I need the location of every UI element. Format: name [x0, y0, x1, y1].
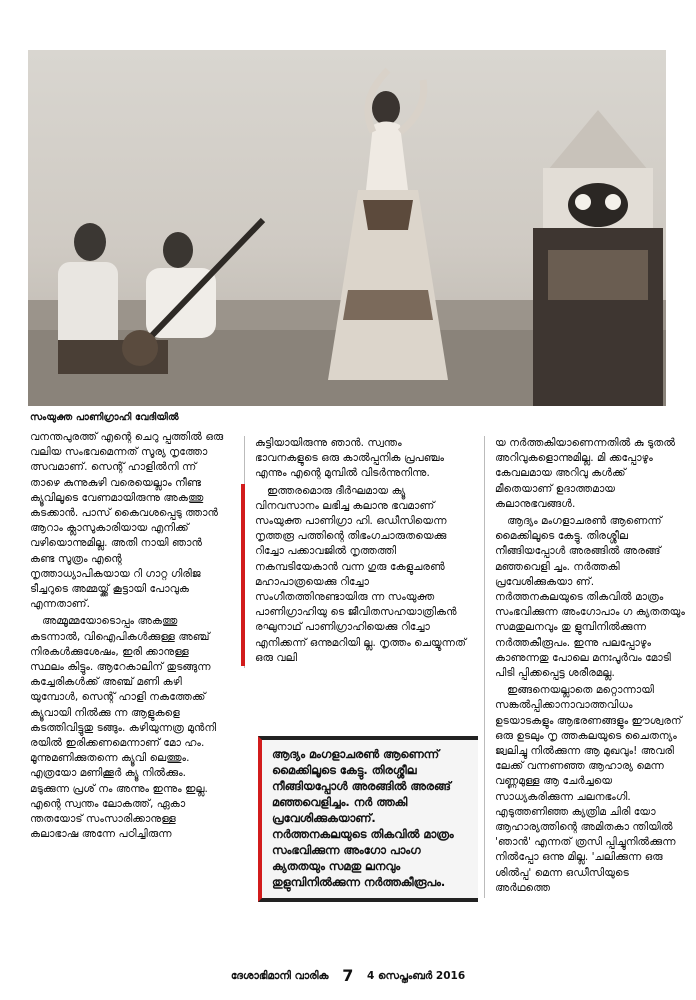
performance-photo	[28, 50, 666, 406]
dancer-figure	[328, 70, 448, 380]
paragraph: അമ്മൂമ്മയോടൊപ്പം അകത്തു കടന്നാൽ, വിഐപികൾക്കുള്ള അഞ്ച് നിരകൾക്കുശേഷം, ഇരി ക്കാനുള്ള സ്ഥലം കിട്ടും. ആറേകാലിന് തുടങ്ങുന്ന കച്ചേരികൾക്ക് അഞ്ച് മണി കഴി യുമ്പോൾ, സെന്റ് ഹാളി നകത്തേക്ക് ക്യൂവായി നിൽക്കു ന്ന ആളുകളെ കടത്തിവിട്ടുതു ടങ്ങും. കഴിയുന്നത്ര മുൻനി രയിൽ ഇരിക്കണമെന്നാണ് മോ ഹം. മൂന്നുമണിക്കുതന്നെ ക്യൂവി ലെത്തും. എത്രയോ മണിക്കൂർ ക്യൂ നിൽക്കും. മടുക്കുന്ന പ്രശ് നം അന്നും ഇന്നും ഇല്ല. എന്റെ സ്വന്തം ലോകത്ത്, ഏകാ ന്തതയോട് സംസാരിക്കാനുള്ള കലാഭാഷ അന്നേ പഠിച്ചിരുന്ന	[30, 615, 217, 841]
paragraph: ഇത്തരമൊരു ദീർഘമായ ക്യൂ വിനവസാനം ലഭിച്ച കലാനു ഭവമാണ് സംയുക്ത പാണിഗ്രാ ഹി. ഒഡീസിയെന്ന നൃത്തരൂ പത്തിന്റെ തിഭംഗചാരുതയെക്കു റിച്ചോ പക്കാവജിൽ നൃത്തത്തി നകമ്പടിയേകാൻ വന്ന ഗുരു കേളുചരൺ മഹാപാത്രയെക്കു റിച്ചോ സംഗീതത്തിനുണ്ടായിരു ന്ന സംയുക്ത പാണിഗ്രാഹിയു ടെ ജീവിതസഹയാത്രികൻ രഘുനാഥ് പാണിഗ്രാഹിയെക്കു റിച്ചോ എനിക്കന്ന് ഒന്നുമറിയി ല്ല. നൃത്തം ചെയ്യുന്നത് ഒരു വലി	[241, 484, 467, 666]
paragraph: കുട്ടിയായിരുന്നു ഞാൻ. സ്വന്തം ഭാവനകളുടെ ഒരു കാൽപ്പനിക പ്രപഞ്ചം എന്നും എന്റെ മുമ്പിൽ വിടർന്നുനിന്നു.	[255, 437, 445, 480]
publication-name: ദേശാഭിമാനി വാരിക	[230, 970, 329, 982]
paragraph: യ നർത്തകിയാണെന്നതിൽ കു ടുതൽ അറിവുകളൊന്നുമില്ല. മി ക്കപ്പോഴും കേവലമായ അറിവു കൾക്ക് മീതെയാണ് ഉദാത്തമായ കലാനുഭവങ്ങൾ.	[495, 437, 676, 510]
pull-quote: ആദ്യം മംഗളാചരൺ ആണെന്ന് മൈക്കിലൂടെ കേട്ടു. തിരശ്ശീല നീങ്ങിയപ്പോൾ അരങ്ങിൽ അരങ്ങ് മഞ്ഞവെളിച്ചം. നർ ത്തകി പ്രവേശിക്കുകയാണ്. നർത്തനകലയുടെ തികവിൽ മാത്രം സംഭവിക്കുന്ന അംഗോ പാംഗ ക്യതതയും സമതു ലനവും തുളുമ്പിനിൽക്കുന്ന നർത്തകീരൂപം.	[258, 736, 478, 902]
photo-illustration	[28, 50, 666, 406]
paragraph: ഇങ്ങനെയല്ലാതെ മറ്റൊന്നായി സങ്കൽപ്പിക്കാനാവാത്തവിധം ഉടയാടകളും ആഭരണങ്ങളും ഈശ്വരന് ഒരു ഉടലും നൃ ത്തകലയുടെ ചൈതന്യം ജ്വലിച്ചു നിൽക്കുന്ന ആ മുഖവും! അവരി ലേക്ക് വന്നണഞ്ഞ ആഹാര്യ മെന്ന വണ്ണമുള്ള ആ ചേർച്ചയെ സാധ്യകരിക്കുന്ന ചലനഭംഗി. എടുത്തണിഞ്ഞ ക്യത്രിമ ചിരി യോ ആഹാര്യത്തിന്റെ അമിതകാ ന്തിയിൽ 'ഞാൻ' എന്നത് ത്രസി പ്പിച്ചുനിൽക്കുന്ന നിൽപ്പോ ഒന്നു മില്ല. 'ചലിക്കുന്ന ഒരു ശിൽപ്പ' മെന്ന ഒഡീസിയുടെ അർഥത്തെ	[495, 684, 682, 894]
article-column-3	[484, 436, 685, 898]
paragraph: ആദ്യം മംഗളാചരൺ ആണെന്ന് മൈക്കിലൂടെ കേട്ടു. തിരശ്ശീല നീങ്ങിയപ്പോൾ അരങ്ങിൽ അരങ്ങ് മഞ്ഞവെളി ച്ചം. നർത്തകി പ്രവേശിക്കുകയാ ണ്. നർത്തനകലയുടെ തികവിൽ മാത്രം സംഭവിക്കുന്ന അംഗോപാം ഗ ക്യതതയും സമതുലനവും തു ളുമ്പിനിൽക്കുന്ന നർത്തകീരൂപം. ഇന്നു പലപ്പോഴും കാണുന്നതു പോലെ മനഃപൂർവം മോടി പിടി പ്പിക്കപ്പെട്ട ശരീരമല്ല.	[495, 515, 685, 680]
article-column-2	[244, 436, 467, 668]
page-footer	[0, 964, 696, 983]
paragraph: വനന്തപുരത്ത് എന്റെ ചെറു പ്പത്തിൽ ഒരു വലിയ സംഭവമെന്നത് സൂര്യ നൃത്തോ ത്സവമാണ്. സെന്റ് ഹാളിൽനി ന്ന് താഴെ കുന്നുകുഴി വരെയെല്ലാം നീണ്ട ക്യൂവിലൂടെ വേണമായിരുന്നു അകത്തു കടക്കാൻ. പാസ് കൈവശപ്പെടു ത്താൻ ആറാം ക്ലാസുകാരിയായ എനിക്ക് വഴിയൊന്നുമില്ല. അതി നായി ഞാൻ കണ്ട സൂത്രം എന്റെ നൃത്താധ്യാപികയായ റി ഗാറ്റ ഗിരിജ ടീച്ചറുടെ അമ്മയ്ക്ക് കൂട്ടായി പോവുക എന്നതാണ്.	[30, 431, 224, 611]
issue-date: 4 സെപ്തംബർ 2016	[367, 970, 466, 982]
photo-caption: സംയുക്ത പാണിഗ്രാഹി വേദിയിൽ	[30, 412, 179, 423]
deity-figure	[533, 110, 663, 406]
article-column-1	[30, 430, 224, 844]
page-number: 7	[342, 966, 354, 985]
